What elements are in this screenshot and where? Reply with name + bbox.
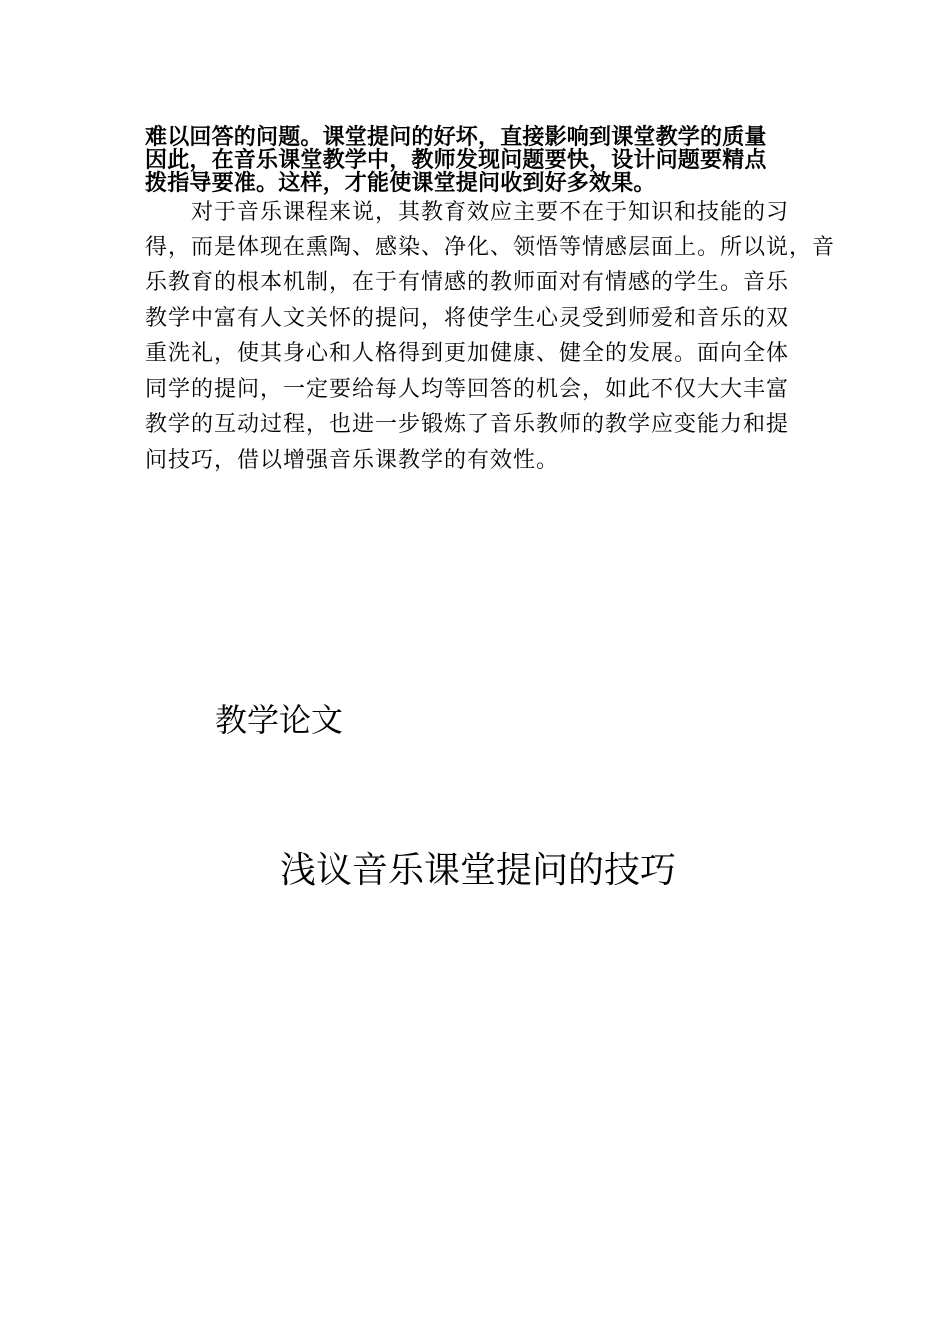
paragraph-line: 同学的提问，一定要给每人均等回答的机会，如此不仅大大丰富 [145,377,790,402]
paragraph-line: 对于音乐课程来说，其教育效应主要不在于知识和技能的习 [145,200,790,225]
text-line: 拨指导要准。这样，才能使课堂提问收到好多效果。 [145,170,656,196]
paragraph-line: 教学中富有人文关怀的提问，将使学生心灵受到师爱和音乐的双 [145,306,790,331]
text-line: 难以回答的问题。课堂提问的好坏，直接影响到课堂教学的质量 [145,124,767,150]
paragraph-line: 得，而是体现在熏陶、感染、净化、领悟等情感层面上。所以说，音 [145,235,836,260]
paragraph-line: 教学的互动过程，也进一步锻炼了音乐教师的教学应变能力和提 [145,412,790,437]
paragraph-line: 问技巧，借以增强音乐课教学的有效性。 [145,448,560,473]
text-line: 因此，在音乐课堂教学中，教师发现问题要快，设计问题要精点 [145,147,767,173]
paragraph-line: 乐教育的根本机制，在于有情感的教师面对有情感的学生。音乐 [145,270,790,295]
cover-label: 教学论文 [215,701,344,739]
paragraph-line: 重洗礼，使其身心和人格得到更加健康、健全的发展。面向全体 [145,341,790,366]
cover-title: 浅议音乐课堂提问的技巧 [280,850,677,891]
